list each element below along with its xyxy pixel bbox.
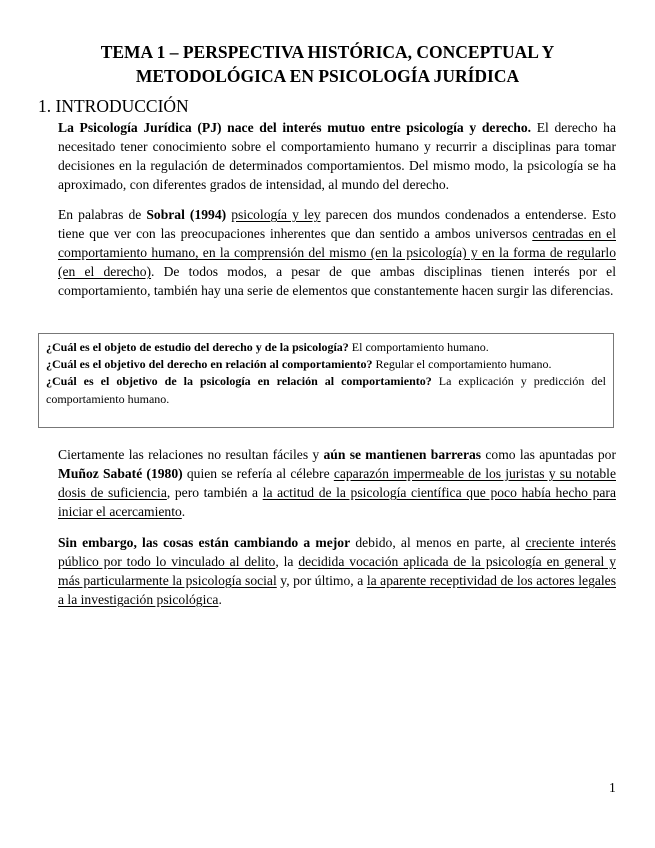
para3-bold-1: aún se mantienen barreras [323,447,482,462]
qa-item-2 [46,356,606,373]
section-title: INTRODUCCIÓN [55,96,189,116]
para4-bold-1: Sin embargo, las cosas están cambiando a mejor [58,535,351,550]
qa-box [38,333,614,428]
para3-text-1: Ciertamente las relaciones no resultan fáciles y [58,447,324,462]
para2-underline-1: psicología y ley [231,207,321,222]
qa-answer-1: El comportamiento humano. [348,340,489,354]
para4-underline-2: decidida vocación aplicada de la psicología en general y más particularmente la psicología social [58,554,616,588]
para4-underline-3: la aparente receptividad de los actores legales a la investigación psicológica [58,573,616,607]
para3-text-5: . [181,504,186,519]
para2-text-4: . De todos modos, a pesar de que ambas disciplinas tienen interés por el comportamiento, también hay una serie de elementos que constantemente hacen surgir las diferencias. [58,264,616,298]
para3-author: Muñoz Sabaté (1980) [58,466,183,481]
qa-answer-2: Regular el comportamiento humano. [372,357,552,372]
para2-text-1: En palabras de [58,207,147,222]
para1-lead: La Psicología Jurídica (PJ) nace del interés mutuo entre psicología y derecho. [58,120,532,135]
intro-paragraph-2 [58,205,616,300]
section-number: 1. [38,96,52,116]
intro-paragraph-3 [58,445,616,521]
intro-paragraph-1 [58,118,616,194]
title-line-1: TEMA 1 – PERSPECTIVA HISTÓRICA, CONCEPTUAL Y [100,42,555,62]
qa-item-3 [46,373,606,407]
para3-text-3: quien se refería al célebre [182,466,334,481]
intro-paragraph-4 [58,533,616,609]
para4-text-2: , la [275,554,299,569]
para2-author: Sobral (1994) [146,207,227,222]
para2-text-3: parecen dos mundos condenados a entenderse. Esto tiene que ver con las preocupaciones inherentes que dan sentido a ambos universos [58,207,616,241]
para4-underline-1: creciente interés público por todo lo vinculado al delito [58,535,616,569]
title-line-2: METODOLÓGICA EN PSICOLOGÍA JURÍDICA [135,66,520,86]
page-number: 1 [609,780,616,795]
para1-text: El derecho ha necesitado tener conocimiento sobre el comportamiento humano y recurrir a disciplinas para tomar decisiones en la regulación de determinados comportamientos. Del mismo modo, la psicología se ha aproximado, con diferentes grados de intensidad, al mundo del derecho. [58,120,617,192]
para4-text-1: debido, al menos en parte, al [350,535,526,550]
para3-underline-1: caparazón impermeable de los juristas y su notable dosis de suficiencia [58,466,616,500]
para3-text-2: como las apuntadas por [481,447,616,462]
para3-text-4: , pero también a [166,485,263,500]
qa-question-1: ¿Cuál es el objeto de estudio del derecho y de la psicología? [46,340,349,354]
para4-text-3: y, por último, a [276,573,367,588]
para4-text-4: . [218,592,222,607]
qa-answer-3: La explicación y predicción del comportamiento humano. [46,374,606,406]
para3-underline-2: la actitud de la psicología científica que poco había hecho para iniciar el acercamiento [58,485,616,519]
qa-question-2: ¿Cuál es el objetivo del derecho en relación al comportamiento? [46,357,373,372]
para2-underline-2: centradas en el comportamiento humano, en la comprensión del mismo (en la psicología) y en la forma de regularlo (en el derecho) [58,226,616,279]
document-title [40,40,615,88]
qa-item-1 [46,339,606,356]
qa-question-3: ¿Cuál es el objetivo de la psicología en relación al comportamiento? [46,374,432,389]
section-heading [38,95,189,117]
